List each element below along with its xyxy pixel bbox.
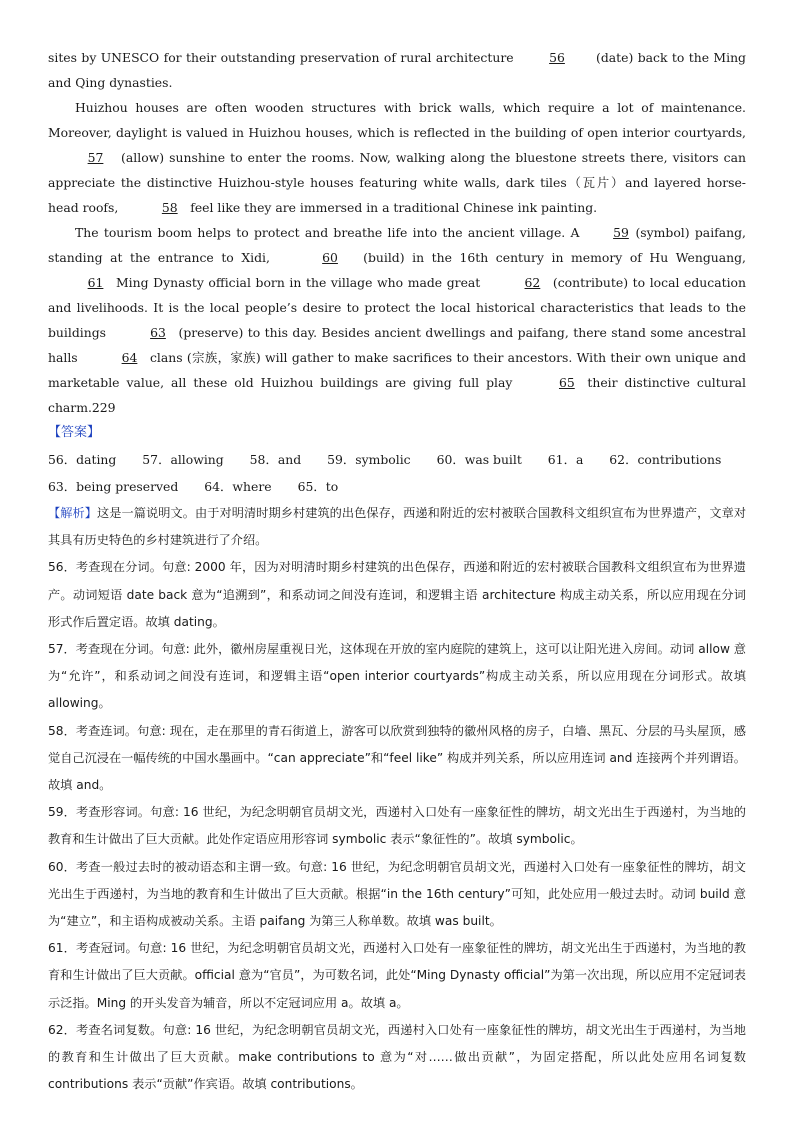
analysis-item-59: 59．考查形容词。句意: 16 世纪，为纪念明朝官员胡文光，西递村入口处有一座象征性的牌坊，胡文光出生于西递村，为当地的教育和生计做出了巨大贡献。此处作定语应用形容词 symbolic 表示“象征性的”。故填 symbolic。: [48, 805, 746, 847]
blank-59[interactable]: 59: [613, 225, 629, 240]
answer-item: 65．to: [297, 479, 339, 494]
blank-62[interactable]: 62: [524, 275, 541, 290]
answer-item: 63．being preserved: [48, 479, 179, 494]
passage-paragraph-3: The tourism boom helps to protect and breathe life into the ancient village. A 59 (symbol) paifang, standing at the entrance to Xidi, 60 (build) in the 16th century in memory of Hu Wenguang, 61 Ming Dynasty official born in the village who made great 62 (contribute) to local education and livelihoods. It is the local people’s desire to protect the local historical characteristics that leads to the buildings 63 (preserve) to this day. Besides ancient dwellings and paifang, there stand some ancestral halls 64 clans (宗族，家族) will gather to make sacrifices to their ancestors. With their own unique and marketable value, all these old Huizhou buildings are giving full play 65 their distinctive cultural charm.229: [48, 220, 746, 420]
passage-paragraph-2: Huizhou houses are often wooden structures with brick walls, which require a lot of maintenance. Moreover, daylight is valued in Huizhou houses, which is reflected in the building of open interior courtyards, 57 (allow) sunshine to enter the rooms. Now, walking along the bluestone streets there, visitors can appreciate the distinctive Huizhou-style houses featuring white walls, dark tiles（瓦片）and layered horse-head roofs, 58 feel like they are immersed in a traditional Chinese ink painting.: [48, 95, 746, 220]
answer-item: 56．dating: [48, 452, 117, 467]
answer-item: 60．was built: [436, 452, 522, 467]
answer-item: 64．where: [204, 479, 272, 494]
passage-paragraph-1: sites by UNESCO for their outstanding preservation of rural architecture 56 (date) back to the Ming and Qing dynasties.: [48, 45, 746, 95]
blank-63[interactable]: 63: [150, 325, 166, 340]
analysis-item-57: 57．考查现在分词。句意: 此外，徽州房屋重视日光，这体现在开放的室内庭院的建筑上，这可以让阳光进入房间。动词 allow 意为“允许”，和系动词之间没有连词，和逻辑主语“open interior courtyards”构成主动关系，所以应用现在分词形式。故填 allowing。: [48, 642, 746, 711]
answer-heading: 【答案】: [48, 425, 101, 440]
blank-60[interactable]: 60: [322, 250, 338, 265]
answer-row-1: [48, 446, 746, 473]
blank-56[interactable]: 56: [549, 50, 565, 65]
analysis-heading: 【解析】: [48, 506, 97, 520]
blank-57[interactable]: 57: [87, 150, 104, 165]
blank-58[interactable]: 58: [161, 200, 178, 215]
analysis-item-62: 62．考查名词复数。句意: 16 世纪，为纪念明朝官员胡文光，西递村入口处有一座象征性的牌坊，胡文光出生于西递村，为当地的教育和生计做出了巨大贡献。make contributions to 意为“对……做出贡献”，为固定搭配，所以此处应用名词复数 contributions 表示“贡献”作宾语。故填 contributions。: [48, 1022, 746, 1092]
answer-row-2: [48, 473, 746, 500]
analysis-item-60: 60．考查一般过去时的被动语态和主谓一致。句意: 16 世纪，为纪念明朝官员胡文光，西递村入口处有一座象征性的牌坊，胡文光出生于西递村，为当地的教育和生计做出了巨大贡献。根据“in the 16th century”可知，此处应用一般过去时。动词 build 意为“建立”，和主语构成被动关系。主语 paifang 为第三人称单数。故填 was built。: [48, 859, 746, 929]
answer-item: 57．allowing: [142, 452, 224, 467]
analysis-item-56: 56．考查现在分词。句意: 2000 年，因为对明清时期乡村建筑的出色保存，西递和附近的宏村被联合国教科文组织宣布为世界遗产。动词短语 date back 意为“追溯到”，和系动词之间没有连词，和逻辑主语 architecture 构成主动关系，所以应用现在分词形式作后置定语。故填 dating。: [48, 560, 746, 629]
analysis-item-58: 58．考查连词。句意: 现在，走在那里的青石街道上，游客可以欣赏到独特的徽州风格的房子，白墙、黑瓦、分层的马头屋顶，感觉自己沉浸在一幅传统的中国水墨画中。“can appreciate”和“feel like” 构成并列关系，所以应用连词 and 连接两个并列谓语。故填 and。: [48, 723, 746, 793]
answer-item: 61．a: [547, 452, 584, 467]
analysis-item-61: 61．考查冠词。句意: 16 世纪，为纪念明朝官员胡文光，西递村入口处有一座象征性的牌坊，胡文光出生于西递村，为当地的教育和生计做出了巨大贡献。official 意为“官员”，为可数名词，此处“Ming Dynasty official”为第一次出现，所以应用不定冠词表示泛指。Ming 的开头发音为辅音，所以不定冠词应用 a。故填 a。: [48, 941, 746, 1010]
blank-64[interactable]: 64: [121, 350, 138, 365]
blank-65[interactable]: 65: [558, 375, 575, 390]
answer-item: 58．and: [249, 452, 302, 467]
analysis-intro: 【解析】这是一篇说明文。由于对明清时期乡村建筑的出色保存，西递和附近的宏村被联合国教科文组织宣布为世界遗产，文章对其具有历史特色的乡村建筑进行了介绍。: [48, 506, 747, 548]
document-page: [48, 45, 746, 1098]
answer-item: 59．symbolic: [327, 452, 411, 467]
answer-item: 62．contributions: [609, 452, 722, 467]
blank-61[interactable]: 61: [87, 275, 104, 290]
